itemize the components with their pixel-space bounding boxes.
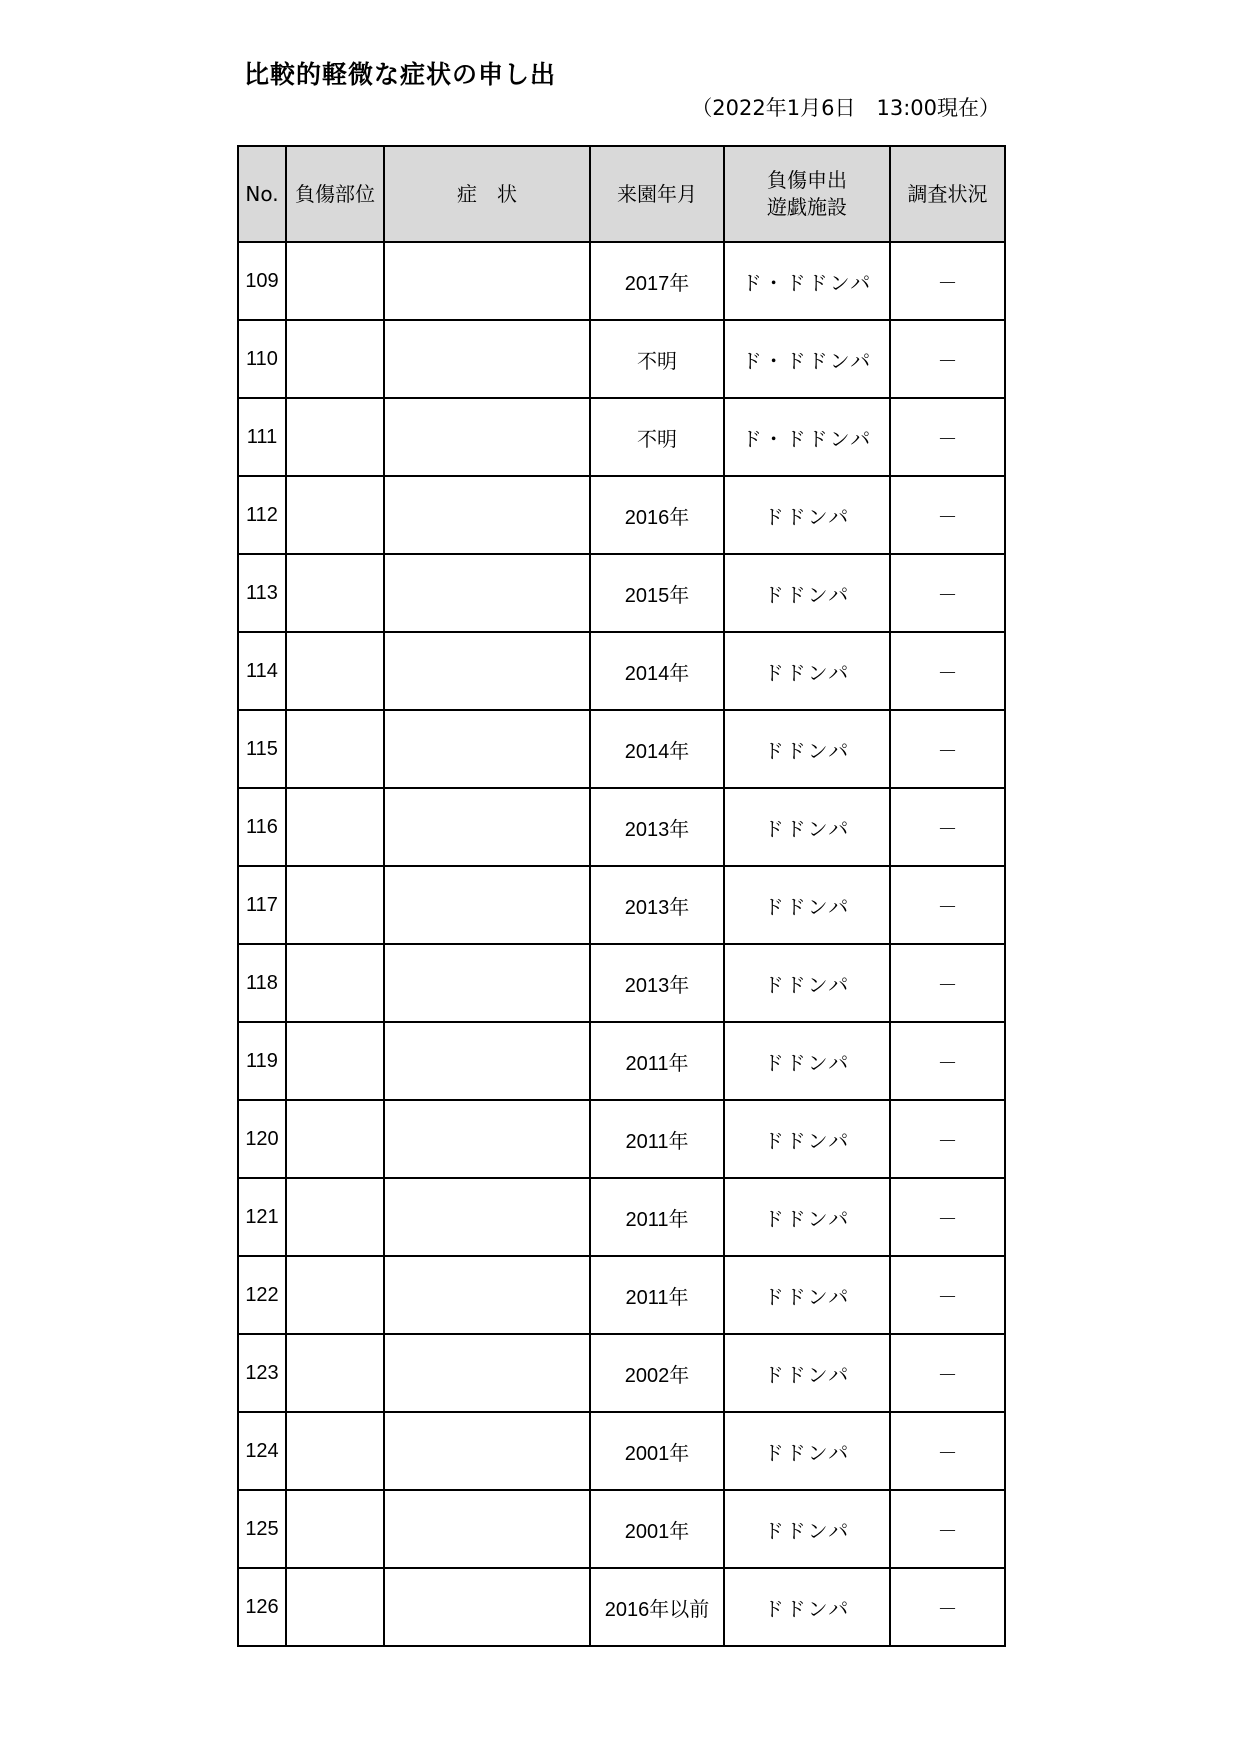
cell-no: 122: [238, 1256, 286, 1334]
cell-status: －: [890, 1334, 1005, 1412]
cell-injury-site: [286, 1412, 384, 1490]
cell-facility: ド・ドドンパ: [724, 320, 890, 398]
cell-facility: ドドンパ: [724, 944, 890, 1022]
cell-visit-year: 不明: [590, 320, 724, 398]
cell-symptom: [384, 398, 590, 476]
cell-injury-site: [286, 1490, 384, 1568]
header-facility-line1: 負傷申出: [767, 168, 847, 192]
table-row: [238, 1568, 1005, 1646]
table-row: [238, 1256, 1005, 1334]
cell-no: 125: [238, 1490, 286, 1568]
cell-status: －: [890, 866, 1005, 944]
cell-status: －: [890, 710, 1005, 788]
table-row: [238, 944, 1005, 1022]
cell-symptom: [384, 1568, 590, 1646]
header-row: [238, 146, 1005, 242]
cell-facility: ドドンパ: [724, 1412, 890, 1490]
cell-symptom: [384, 242, 590, 320]
table-row: [238, 554, 1005, 632]
cell-facility: ドドンパ: [724, 1178, 890, 1256]
cell-visit-year: 2011年: [590, 1100, 724, 1178]
cell-symptom: [384, 320, 590, 398]
cell-facility: ドドンパ: [724, 788, 890, 866]
cell-status: －: [890, 1256, 1005, 1334]
cell-no: 112: [238, 476, 286, 554]
cell-facility: ド・ドドンパ: [724, 398, 890, 476]
cell-status: －: [890, 242, 1005, 320]
cell-facility: ドドンパ: [724, 1022, 890, 1100]
cell-symptom: [384, 1100, 590, 1178]
table-row: [238, 1334, 1005, 1412]
cell-no: 115: [238, 710, 286, 788]
cell-injury-site: [286, 710, 384, 788]
injury-report-table: [237, 145, 1006, 1647]
cell-status: －: [890, 476, 1005, 554]
cell-injury-site: [286, 554, 384, 632]
cell-facility: ドドンパ: [724, 1490, 890, 1568]
cell-symptom: [384, 554, 590, 632]
cell-visit-year: 2014年: [590, 710, 724, 788]
cell-injury-site: [286, 866, 384, 944]
cell-visit-year: 2013年: [590, 944, 724, 1022]
cell-status: －: [890, 788, 1005, 866]
cell-symptom: [384, 1334, 590, 1412]
cell-symptom: [384, 1022, 590, 1100]
cell-facility: ドドンパ: [724, 710, 890, 788]
cell-symptom: [384, 1256, 590, 1334]
header-no: No.: [238, 146, 286, 242]
cell-facility: ドドンパ: [724, 632, 890, 710]
table-row: [238, 632, 1005, 710]
header-facility-line2: 遊戯施設: [767, 195, 847, 219]
table-row: [238, 788, 1005, 866]
header-status: 調査状況: [890, 146, 1005, 242]
cell-symptom: [384, 632, 590, 710]
table-body: [238, 242, 1005, 1646]
cell-status: －: [890, 1100, 1005, 1178]
header-injury-site: 負傷部位: [286, 146, 384, 242]
cell-no: 111: [238, 398, 286, 476]
header-visit-year: 来園年月: [590, 146, 724, 242]
table-row: [238, 242, 1005, 320]
cell-injury-site: [286, 1178, 384, 1256]
cell-no: 109: [238, 242, 286, 320]
cell-visit-year: 2015年: [590, 554, 724, 632]
cell-visit-year: 2011年: [590, 1178, 724, 1256]
table-row: [238, 1490, 1005, 1568]
as-of-timestamp: （2022年1月6日 13:00現在）: [691, 96, 1000, 120]
cell-visit-year: 2016年以前: [590, 1568, 724, 1646]
cell-status: －: [890, 398, 1005, 476]
cell-symptom: [384, 1490, 590, 1568]
cell-injury-site: [286, 944, 384, 1022]
cell-status: －: [890, 1490, 1005, 1568]
cell-facility: ドドンパ: [724, 866, 890, 944]
cell-facility: ドドンパ: [724, 476, 890, 554]
table-row: [238, 476, 1005, 554]
cell-visit-year: 2017年: [590, 242, 724, 320]
cell-symptom: [384, 788, 590, 866]
cell-symptom: [384, 866, 590, 944]
cell-status: －: [890, 944, 1005, 1022]
cell-visit-year: 2013年: [590, 866, 724, 944]
cell-no: 124: [238, 1412, 286, 1490]
cell-symptom: [384, 1412, 590, 1490]
cell-injury-site: [286, 1568, 384, 1646]
cell-injury-site: [286, 1100, 384, 1178]
table-row: [238, 1022, 1005, 1100]
table-row: [238, 1412, 1005, 1490]
cell-injury-site: [286, 632, 384, 710]
table-header: [238, 146, 1005, 242]
cell-symptom: [384, 476, 590, 554]
cell-visit-year: 不明: [590, 398, 724, 476]
cell-visit-year: 2011年: [590, 1022, 724, 1100]
cell-no: 119: [238, 1022, 286, 1100]
cell-no: 110: [238, 320, 286, 398]
cell-status: －: [890, 554, 1005, 632]
cell-symptom: [384, 1178, 590, 1256]
cell-facility: ドドンパ: [724, 554, 890, 632]
cell-visit-year: 2001年: [590, 1412, 724, 1490]
cell-no: 116: [238, 788, 286, 866]
cell-facility: ドドンパ: [724, 1568, 890, 1646]
cell-injury-site: [286, 476, 384, 554]
cell-no: 121: [238, 1178, 286, 1256]
cell-no: 117: [238, 866, 286, 944]
cell-visit-year: 2014年: [590, 632, 724, 710]
cell-status: －: [890, 632, 1005, 710]
table-row: [238, 1100, 1005, 1178]
cell-injury-site: [286, 320, 384, 398]
table-row: [238, 1178, 1005, 1256]
cell-visit-year: 2001年: [590, 1490, 724, 1568]
cell-injury-site: [286, 1334, 384, 1412]
cell-no: 126: [238, 1568, 286, 1646]
cell-status: －: [890, 1022, 1005, 1100]
cell-visit-year: 2002年: [590, 1334, 724, 1412]
header-symptom: 症 状: [384, 146, 590, 242]
cell-visit-year: 2011年: [590, 1256, 724, 1334]
table-row: [238, 320, 1005, 398]
cell-status: －: [890, 1412, 1005, 1490]
table-row: [238, 398, 1005, 476]
cell-facility: ド・ドドンパ: [724, 242, 890, 320]
cell-no: 123: [238, 1334, 286, 1412]
cell-injury-site: [286, 1256, 384, 1334]
cell-facility: ドドンパ: [724, 1256, 890, 1334]
table-row: [238, 710, 1005, 788]
cell-symptom: [384, 710, 590, 788]
cell-no: 114: [238, 632, 286, 710]
cell-injury-site: [286, 242, 384, 320]
table-row: [238, 866, 1005, 944]
cell-status: －: [890, 1568, 1005, 1646]
cell-symptom: [384, 944, 590, 1022]
cell-injury-site: [286, 398, 384, 476]
header-facility: [724, 146, 890, 242]
cell-no: 113: [238, 554, 286, 632]
cell-status: －: [890, 1178, 1005, 1256]
cell-no: 118: [238, 944, 286, 1022]
cell-visit-year: 2016年: [590, 476, 724, 554]
cell-visit-year: 2013年: [590, 788, 724, 866]
cell-facility: ドドンパ: [724, 1334, 890, 1412]
page-title: 比較的軽微な症状の申し出: [244, 60, 557, 89]
cell-injury-site: [286, 788, 384, 866]
cell-no: 120: [238, 1100, 286, 1178]
cell-status: －: [890, 320, 1005, 398]
cell-injury-site: [286, 1022, 384, 1100]
cell-facility: ドドンパ: [724, 1100, 890, 1178]
